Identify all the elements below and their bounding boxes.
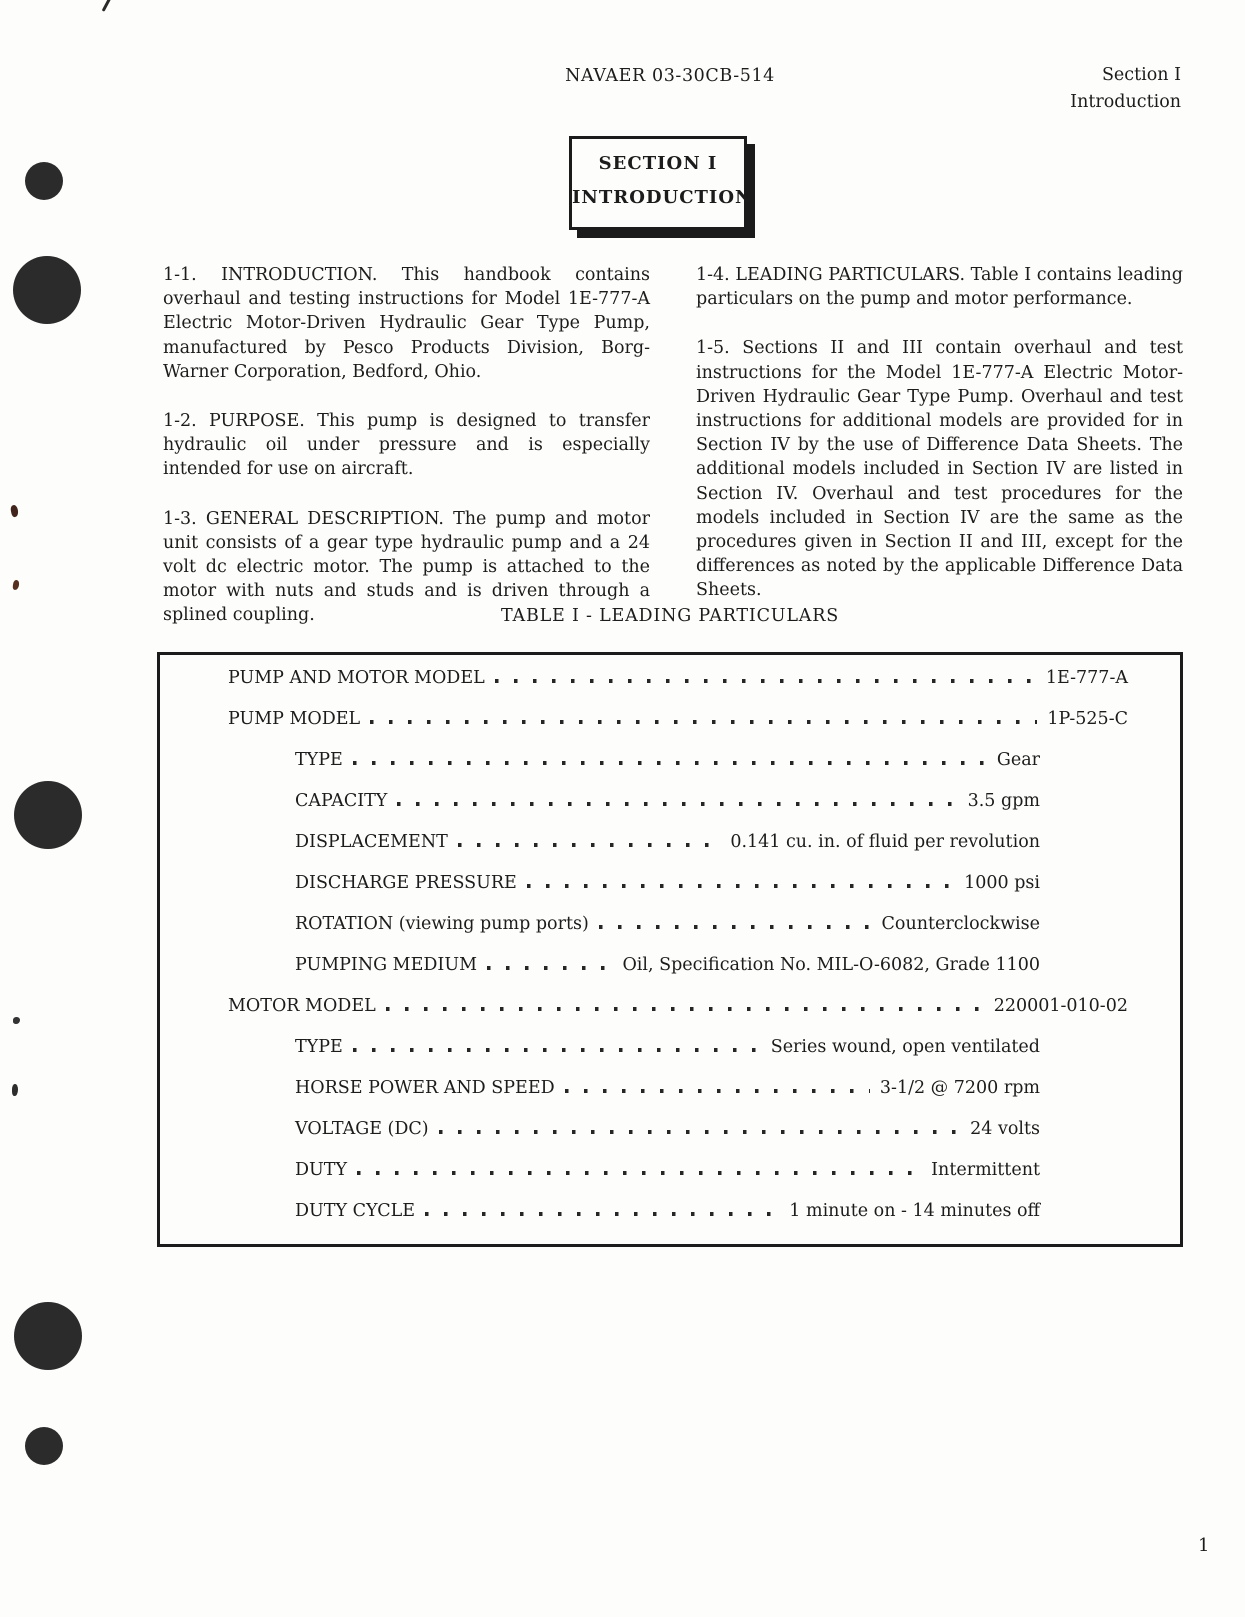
row-value: 1 minute on - 14 minutes off — [789, 1201, 1040, 1221]
section-title-line2: INTRODUCTION — [572, 187, 753, 208]
table-row — [160, 832, 1180, 873]
punch-hole-mark — [14, 1302, 82, 1370]
section-label: Section I — [1101, 65, 1181, 85]
ink-speck — [13, 1017, 20, 1024]
table-row — [160, 1160, 1180, 1201]
row-value: 220001-010-02 — [993, 996, 1128, 1016]
pen-mark — [102, 0, 112, 12]
row-value: 1P-525-C — [1047, 709, 1128, 729]
table-row — [160, 1078, 1180, 1119]
table-row — [160, 873, 1180, 914]
row-label: DISCHARGE PRESSURE — [295, 873, 517, 893]
row-label: ROTATION (viewing pump ports) — [295, 914, 589, 934]
dot-leader — [458, 843, 721, 847]
paragraph-1-5: 1-5. Sections II and III contain overhaul and test instructions for the Model 1E-777-A Electric Motor-Driven Hydraulic Gear Type Pump. Overhaul and test instructions for additional models are provided for in Section IV by the use of Difference Data Sheets. The additional models included in Section IV are listed in Section IV. Overhaul and test procedures for the models included in Section IV are the same as the procedures given in Section II and III, except for the differences as noted by the applicable Difference Data Sheets. — [696, 338, 1183, 601]
table-row — [160, 709, 1180, 750]
left-column — [163, 263, 650, 653]
ink-speck — [12, 580, 19, 591]
punch-hole-mark — [13, 256, 81, 324]
row-value: 3-1/2 @ 7200 rpm — [879, 1078, 1040, 1098]
table-row — [160, 750, 1180, 791]
row-value: 1000 psi — [964, 873, 1040, 893]
paragraph-1-2: 1-2. PURPOSE. This pump is designed to transfer hydraulic oil under pressure and is especially intended for use on aircraft. — [163, 411, 650, 480]
header-section-label — [1070, 62, 1181, 116]
dot-leader — [565, 1089, 870, 1093]
dot-leader — [425, 1212, 779, 1216]
table-title: TABLE I - LEADING PARTICULARS — [501, 606, 839, 626]
punch-hole-mark — [14, 781, 82, 849]
table-row — [160, 996, 1180, 1037]
row-value: 3.5 gpm — [967, 791, 1040, 811]
row-value: Counterclockwise — [881, 914, 1040, 934]
paragraph-1-3: 1-3. GENERAL DESCRIPTION. The pump and motor unit consists of a gear type hydraulic pump and a 24 volt dc electric motor. The pump is attached to the motor with nuts and studs and is driven through a splined coupling. — [163, 508, 650, 626]
row-label: HORSE POWER AND SPEED — [295, 1078, 555, 1098]
section-title-box — [569, 136, 753, 230]
page-number: 1 — [1198, 1535, 1210, 1556]
right-column — [696, 263, 1183, 628]
punch-hole-mark — [25, 162, 63, 200]
row-label: DUTY CYCLE — [295, 1201, 415, 1221]
dot-leader — [386, 1007, 984, 1011]
dot-leader — [599, 925, 872, 929]
leading-particulars-table — [157, 652, 1183, 1247]
section-title-line1: SECTION I — [598, 153, 718, 174]
document-number: NAVAER 03-30CB-514 — [565, 66, 775, 86]
dot-leader — [439, 1130, 961, 1134]
row-value: 24 volts — [970, 1119, 1040, 1139]
dot-leader — [353, 1048, 761, 1052]
dot-leader — [527, 884, 954, 888]
row-label: PUMP MODEL — [228, 709, 361, 729]
row-value: 1E-777-A — [1045, 668, 1128, 688]
table-row — [160, 668, 1180, 709]
row-label: TYPE — [295, 750, 343, 770]
dot-leader — [487, 966, 612, 970]
row-value: Oil, Specification No. MIL-O-6082, Grade 1100 — [622, 955, 1040, 975]
table-row — [160, 1201, 1180, 1242]
table-row — [160, 1119, 1180, 1160]
row-label: PUMP AND MOTOR MODEL — [228, 668, 485, 688]
table-row — [160, 1037, 1180, 1078]
paragraph-1-4: 1-4. LEADING PARTICULARS. Table I contains leading particulars on the pump and motor performance. — [696, 265, 1183, 310]
row-value: Series wound, open ventilated — [770, 1037, 1040, 1057]
row-label: CAPACITY — [295, 791, 388, 811]
ink-speck — [12, 1084, 18, 1096]
row-value: 0.141 cu. in. of fluid per revolution — [730, 832, 1040, 852]
dot-leader — [357, 1171, 921, 1175]
section-sublabel: Introduction — [1070, 92, 1181, 112]
punch-hole-mark — [25, 1427, 63, 1465]
dot-leader — [397, 802, 957, 806]
table-row — [160, 914, 1180, 955]
row-label: DUTY — [295, 1160, 348, 1180]
row-value: Gear — [996, 750, 1040, 770]
row-label: PUMPING MEDIUM — [295, 955, 477, 975]
row-label: TYPE — [295, 1037, 343, 1057]
row-label: VOLTAGE (DC) — [295, 1119, 429, 1139]
dot-leader — [495, 679, 1036, 683]
table-row — [160, 955, 1180, 996]
dot-leader — [370, 720, 1037, 724]
dot-leader — [353, 761, 987, 765]
paragraph-1-1: 1-1. INTRODUCTION. This handbook contains overhaul and testing instructions for Model 1E-777-A Electric Motor-Driven Hydraulic Gear Type Pump, manufactured by Pesco Products Division, Borg-Warner Corporation, Bedford, Ohio. — [163, 265, 650, 382]
row-label: DISPLACEMENT — [295, 832, 448, 852]
row-value: Intermittent — [931, 1160, 1040, 1180]
row-label: MOTOR MODEL — [228, 996, 376, 1016]
table-row — [160, 791, 1180, 832]
ink-speck — [10, 504, 19, 517]
